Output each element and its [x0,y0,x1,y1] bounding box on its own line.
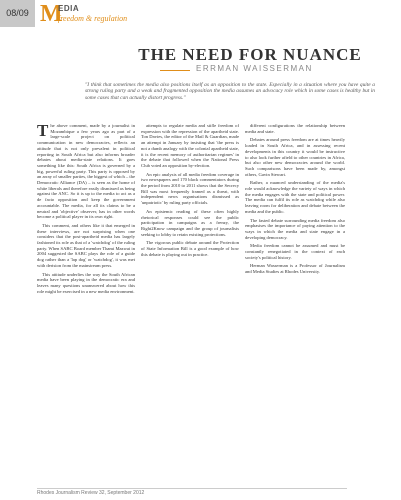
column-paragraph: Herman Wasserman is a Professor of Journalism and Media Studies at Rhodes University. [245,263,345,275]
column-paragraph: attempts to regulate media and stifle freedom of expression with the repression of the apartheid state. Ton Davies, the editor of the Mail & Guardian, made an attempt in January by insisting that 'the press is not a dumb analogy with the colonial apartheid state, it is the recent memory of authoritarian regimes' in the debate that followed when the National Press Club voted an opposition by-election. [141,123,239,168]
drop-cap: T [37,123,49,140]
column-paragraph: An epic analysis of all media freedom coverage in two newspapers and 170 black commentators during the period from 2010 to 2011 shows that the Secrecy Bill was most frequently framed as a threat, with independent news organisations dismissed as 'unpatriotic' by ruling party officials. [141,171,239,206]
column-paragraph: Media freedom cannot be assumed and must be constantly renegotiated in the context of each society's political history. [245,243,345,260]
author-rule [160,70,190,71]
footer-rule [37,488,347,489]
column-paragraph: An epistemic reading of these often highly rhetorical responses could see the public participation in campaigns as a frenzy, the Right2Know campaign and the group of journalists seeking to lobby to retain existing protections. [141,208,239,237]
section-brand-initial: M [40,1,63,27]
page-number: 08/09 [0,0,35,27]
column-paragraph: The above comment, made by a journalist in Mozambique a few years ago as part of a large-scale project on political communication in new democracies, reflects an attitude that is not only prevalent in political reporting in South Africa but also informs broader debates about media-state relations. It goes something like this: South Africa is governed by a big, powerful ruling party. This party is opposed by an array of smaller parties, the biggest of which – the Democratic Alliance (DA) – is seen as the home of white liberals and therefore easily dismissed as being against the ANC. So it is up to the media to act as a de facto opposition and keep the government accountable. The media, for all its claims to be a neutral and 'objective' observer, has in other words become a political player in its own right. [37,123,135,220]
column-paragraph: The fasted debate surrounding media freedom also emphasises the importance of paying attention to the ways in which the media and state engage in a developing democracy. [245,217,345,240]
article-author: ERRMAN WAISSERMAN [196,64,313,73]
column-paragraph: Debates around press freedom are at times heavily loaded in South Africa, and in assessing recent developments in this country it would be instructive to also look further afield to other countries in Africa, but also other new democracies around the world. Such comparisons have been made by, amongst others, Gavin Stewart. [245,137,345,177]
section-brand-subtitle: freedom & regulation [58,14,128,23]
column-paragraph: different configurations the relationship between media and state. [245,123,345,134]
article-title: THE NEED FOR NUANCE [138,45,362,64]
intro-quote: "I think that sometimes the media also positions itself as an opposition to the state. Especially in a situation where you have quite a strong ruling party and a weak and fragmented opposition the media assumes an advocacy role which in some cases is healthy but in some cases that can actually distort progress." [85,82,375,101]
column-paragraph: The vigorous public debate around the Protection of State Information Bill is a good example of how this debate is playing out in practice. [141,240,239,257]
column-paragraph: This comment, and others like it that emerged in these interviews, are not surprising when one considers that the post-apartheid media has largely fashioned its role as that of a 'watchdog' of the ruling party. When SABC Board member Thami Mazwai in 2004 suggested the SABC plays the role of a guide dog rather than a 'lap dog' or 'watchdog', it was met with derision from the mainstream press. [37,222,135,268]
article-column-3 [245,123,345,463]
column-paragraph: This attitude underlies the way the South African media have been playing in the democratic era and leaves many questions unanswered about how this role might be exercised in a new media environment. [37,271,135,294]
article-column-2 [141,123,239,463]
page-header [0,0,401,27]
column-paragraph: Rather, a nuanced understanding of the media's role would acknowledge the variety of ways in which the media engages with the state and political power. The media can fulfil its role as watchdog while also leaving room for deliberation and debate between the media and the public. [245,180,345,214]
section-brand-name: EDIA [58,4,80,13]
article-column-1 [37,123,135,463]
page-footer: Rhodes Journalism Review 32, September 2012 [37,490,145,496]
